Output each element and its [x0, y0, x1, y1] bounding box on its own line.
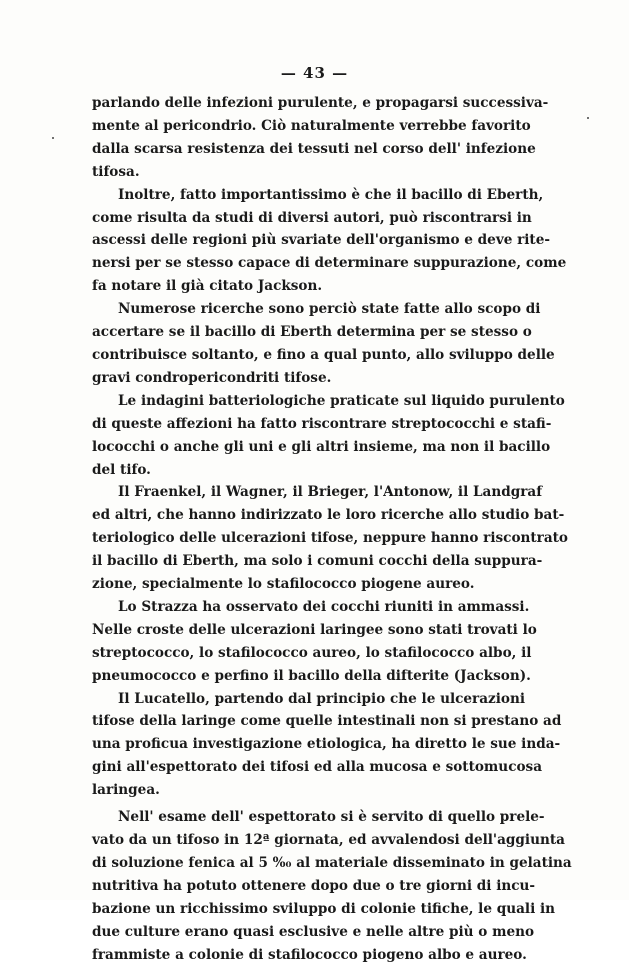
text-line: Il Lucatello, partendo dal principio che le ulcerazioni	[118, 690, 526, 707]
text-line: due culture erano quasi esclusive e nelle altre più o meno	[92, 923, 535, 940]
paragraph	[92, 688, 562, 803]
text-line: vato da un tifoso in 12ª giornata, ed avvalendosi dell'aggiunta	[92, 832, 565, 848]
margin-speck	[52, 137, 54, 139]
text-line: Nell' esame dell' espettorato si è servito di quello prele-	[118, 809, 545, 826]
text-line: teriologico delle ulcerazioni tifose, neppure hanno riscontrato	[92, 530, 568, 547]
paragraph	[92, 806, 572, 966]
text-line: ascessi delle regioni più svariate dell'organismo e deve rite-	[92, 232, 550, 249]
text-line: come risulta da studi di diversi autori, può riscontrarsi in	[92, 209, 532, 226]
page-number: — 43 —	[280, 64, 349, 82]
text-line: zione, specialmente lo stafilococco piogene aureo.	[92, 576, 475, 593]
paragraph	[92, 298, 555, 390]
text-line: ed altri, che hanno indirizzato le loro ricerche allo studio bat-	[92, 507, 565, 524]
text-line: parlando delle infezioni purulente, e propagarsi successiva-	[92, 95, 549, 111]
text-line: nutritiva ha potuto ottenere dopo due o tre giorni di incu-	[92, 877, 536, 894]
text-line: del tifo.	[92, 461, 151, 478]
text-line: nersi per se stesso capace di determinare suppurazione, come	[92, 255, 567, 272]
text-line: di soluzione fenica al 5 %₀ al materiale disseminato in gelatina	[92, 854, 572, 871]
text-line: Lo Strazza ha osservato dei cocchi riuniti in ammassi.	[118, 598, 530, 615]
text-line: laringea.	[92, 782, 160, 799]
text-line: gravi condropericondriti tifose.	[92, 369, 332, 386]
margin-speck	[587, 117, 589, 119]
paragraph	[92, 390, 565, 482]
text-line: Inoltre, fatto importantissimo è che il bacillo di Eberth,	[118, 186, 544, 203]
text-line: Numerose ricerche sono perciò state fatte allo scopo di	[118, 301, 541, 318]
paragraph	[92, 92, 549, 184]
text-line: bazione un ricchissimo sviluppo di colonie tifiche, le quali in	[92, 900, 556, 917]
paragraph	[92, 596, 537, 688]
text-line: lococchi o anche gli uni e gli altri insieme, ma non il bacillo	[92, 438, 551, 455]
paragraph	[92, 481, 568, 596]
text-line: gini all'espettorato dei tifosi ed alla mucosa e sottomucosa	[92, 759, 543, 776]
text-line: accertare se il bacillo di Eberth determina per se stesso o	[92, 324, 532, 341]
text-line: una proficua investigazione etiologica, ha diretto le sue inda-	[92, 736, 561, 753]
text-line: mente al pericondrio. Ciò naturalmente verrebbe favorito	[92, 117, 531, 134]
text-line: il bacillo di Eberth, ma solo i comuni cocchi della suppura-	[92, 553, 543, 570]
text-line: tifosa.	[92, 163, 140, 180]
text-line: tifose della laringe come quelle intestinali non si prestano ad	[92, 713, 562, 730]
text-line: di queste affezioni ha fatto riscontrare streptococchi e stafi-	[92, 415, 552, 432]
text-line: dalla scarsa resistenza dei tessuti nel corso dell' infezione	[92, 140, 536, 157]
text-line: Le indagini batteriologiche praticate sul liquido purulento	[118, 392, 565, 409]
text-line: streptococco, lo stafilococco aureo, lo stafilococco albo, il	[92, 644, 532, 661]
text-line: fa notare il già citato Jackson.	[92, 278, 323, 295]
text-line: Nelle croste delle ulcerazioni laringee sono stati trovati lo	[92, 621, 537, 638]
text-line: frammiste a colonie di stafilococco piogeno albo e aureo.	[92, 946, 527, 963]
text-line: Il Fraenkel, il Wagner, il Brieger, l'Antonow, il Landgraf	[118, 484, 543, 501]
body-text	[92, 92, 572, 966]
text-line: pneumococco e perfino il bacillo della difterite (Jackson).	[92, 667, 531, 684]
text-line: contribuisce soltanto, e fino a qual punto, allo sviluppo delle	[92, 346, 555, 363]
paragraph	[92, 184, 567, 299]
